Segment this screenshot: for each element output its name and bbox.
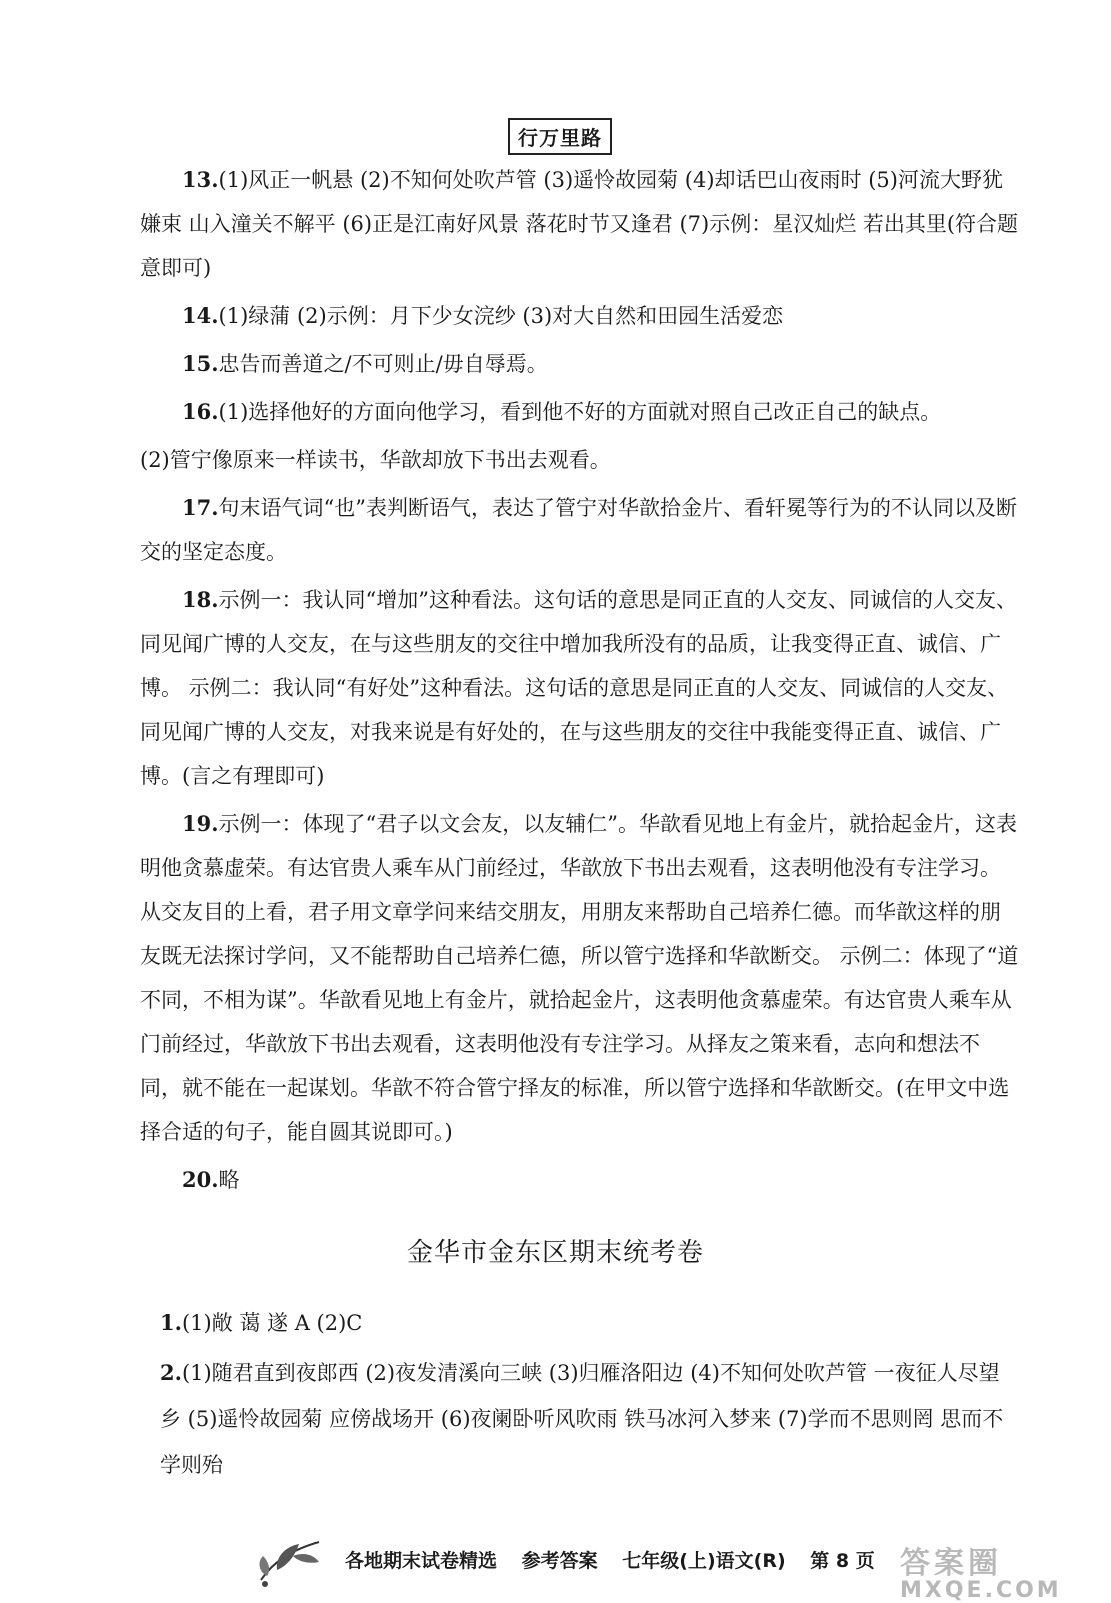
question-number: 20.	[182, 1167, 219, 1192]
footer-grade: 七年级(上)语文(R)	[622, 1550, 786, 1572]
answer-2	[160, 1350, 1020, 1488]
answer-text: (1)风正一帆悬 (2)不知何处吹芦管 (3)遥怜故园菊 (4)却话巴山夜雨时 (5)河流大野犹嫌束 山入潼关不解平 (6)正是江南好风景 落花时节又逢君 (7)示例：星汉灿烂 若出其里(符合题意即可)	[140, 168, 1019, 280]
answer-text: (1)敞 蔼 遂 A (2)C	[181, 1311, 363, 1335]
answer-text: (1)绿蒲 (2)示例：月下少女浣纱 (3)对大自然和田园生活爱恋	[218, 304, 784, 328]
exam-title: 金华市金东区期末统考卷	[406, 1238, 704, 1268]
page-footer	[0, 1532, 1111, 1603]
answer-19	[140, 802, 1020, 1154]
question-number: 19.	[182, 811, 219, 836]
answer-18	[140, 578, 1020, 798]
question-number: 15.	[182, 351, 219, 376]
answer-13	[140, 158, 1020, 290]
watermark-text-bottom: MXQE.COM	[900, 1578, 1062, 1603]
answer-text: 忠告而善道之/不可则止/毋自辱焉。	[218, 352, 548, 376]
question-number: 2.	[160, 1360, 182, 1385]
question-number: 18.	[182, 587, 219, 612]
answer-17	[140, 486, 1020, 574]
question-number: 17.	[182, 495, 219, 520]
answer-1	[160, 1300, 1020, 1346]
footer-book-title: 各地期末试卷精选	[345, 1550, 498, 1572]
answer-text: 示例一：体现了“君子以文会友，以友辅仁”。华歆看见地上有金片，就拾起金片，这表明他贪慕虚荣。有达官贵人乘车从门前经过，华歆放下书出去观看，这表明他没有专注学习。从交友目的上看，君子用文章学问来结交朋友，用朋友来帮助自己培养仁德。而华歆这样的朋友既无法探讨学问，又不能帮助自己培养仁德，所以管宁选择和华歆断交。 示例二：体现了“道不同，不相为谋”。华歆看见地上有金片，就拾起金片，这表明他贪慕虚荣。有达官贵人乘车从门前经过，华歆放下书出去观看，这表明他没有专注学习。从择友之策来看，志向和想法不同，就不能在一起谋划。华歆不符合管宁择友的标准，所以管宁选择和华歆断交。(在甲文中选择合适的句子，能自圆其说即可。)	[140, 812, 1019, 1144]
footer-text	[345, 1546, 893, 1573]
answer-text: 示例一：我认同“增加”这种看法。这句话的意思是同正直的人交友、同诚信的人交友、同见闻广博的人交友，在与这些朋友的交往中增加我所没有的品质，让我变得正直、诚信、广博。 示例二：我认同“有好处”这种看法。这句话的意思是同正直的人交友、同诚信的人交友、同见闻广博的人交友，对我来说是有好处的，在与这些朋友的交往中我能变得正直、诚信、广博。(言之有理即可)	[140, 588, 1018, 788]
answer-section-2	[160, 1300, 1020, 1492]
footer-label: 参考答案	[521, 1550, 598, 1572]
answer-text: 句末语气词“也”表判断语气，表达了管宁对华歆拾金片、看轩冕等行为的不认同以及断交的坚定态度。	[140, 496, 1018, 564]
answer-text: 略	[218, 1168, 240, 1192]
watermark-text-top: 答案圈	[900, 1546, 1002, 1581]
question-number: 13.	[182, 167, 219, 192]
answer-20	[140, 1158, 1020, 1202]
leaf-logo-icon	[255, 1532, 325, 1588]
answer-text: (2)管宁像原来一样读书，华歆却放下书出去观看。	[140, 448, 611, 472]
answer-16	[140, 390, 1020, 434]
section-title: 行万里路	[508, 118, 612, 155]
footer-page-number: 第 8 页	[810, 1550, 875, 1572]
question-number: 16.	[182, 399, 219, 424]
answer-section	[140, 158, 1020, 1206]
answer-text: (1)选择他好的方面向他学习，看到他不好的方面就对照自己改正自己的缺点。	[218, 400, 942, 424]
question-number: 14.	[182, 303, 219, 328]
answer-15	[140, 342, 1020, 386]
answer-16-part2	[140, 438, 1020, 482]
watermark	[900, 1538, 1100, 1603]
answer-14	[140, 294, 1020, 338]
answer-text: (1)随君直到夜郎西 (2)夜发清溪向三峡 (3)归雁洛阳边 (4)不知何处吹芦管 一夜征人尽望乡 (5)遥怜故园菊 应傍战场开 (6)夜阑卧听风吹雨 铁马冰河入梦来 (7)学而不思则罔 思而不学则殆	[160, 1361, 1004, 1477]
question-number: 1.	[160, 1310, 182, 1335]
